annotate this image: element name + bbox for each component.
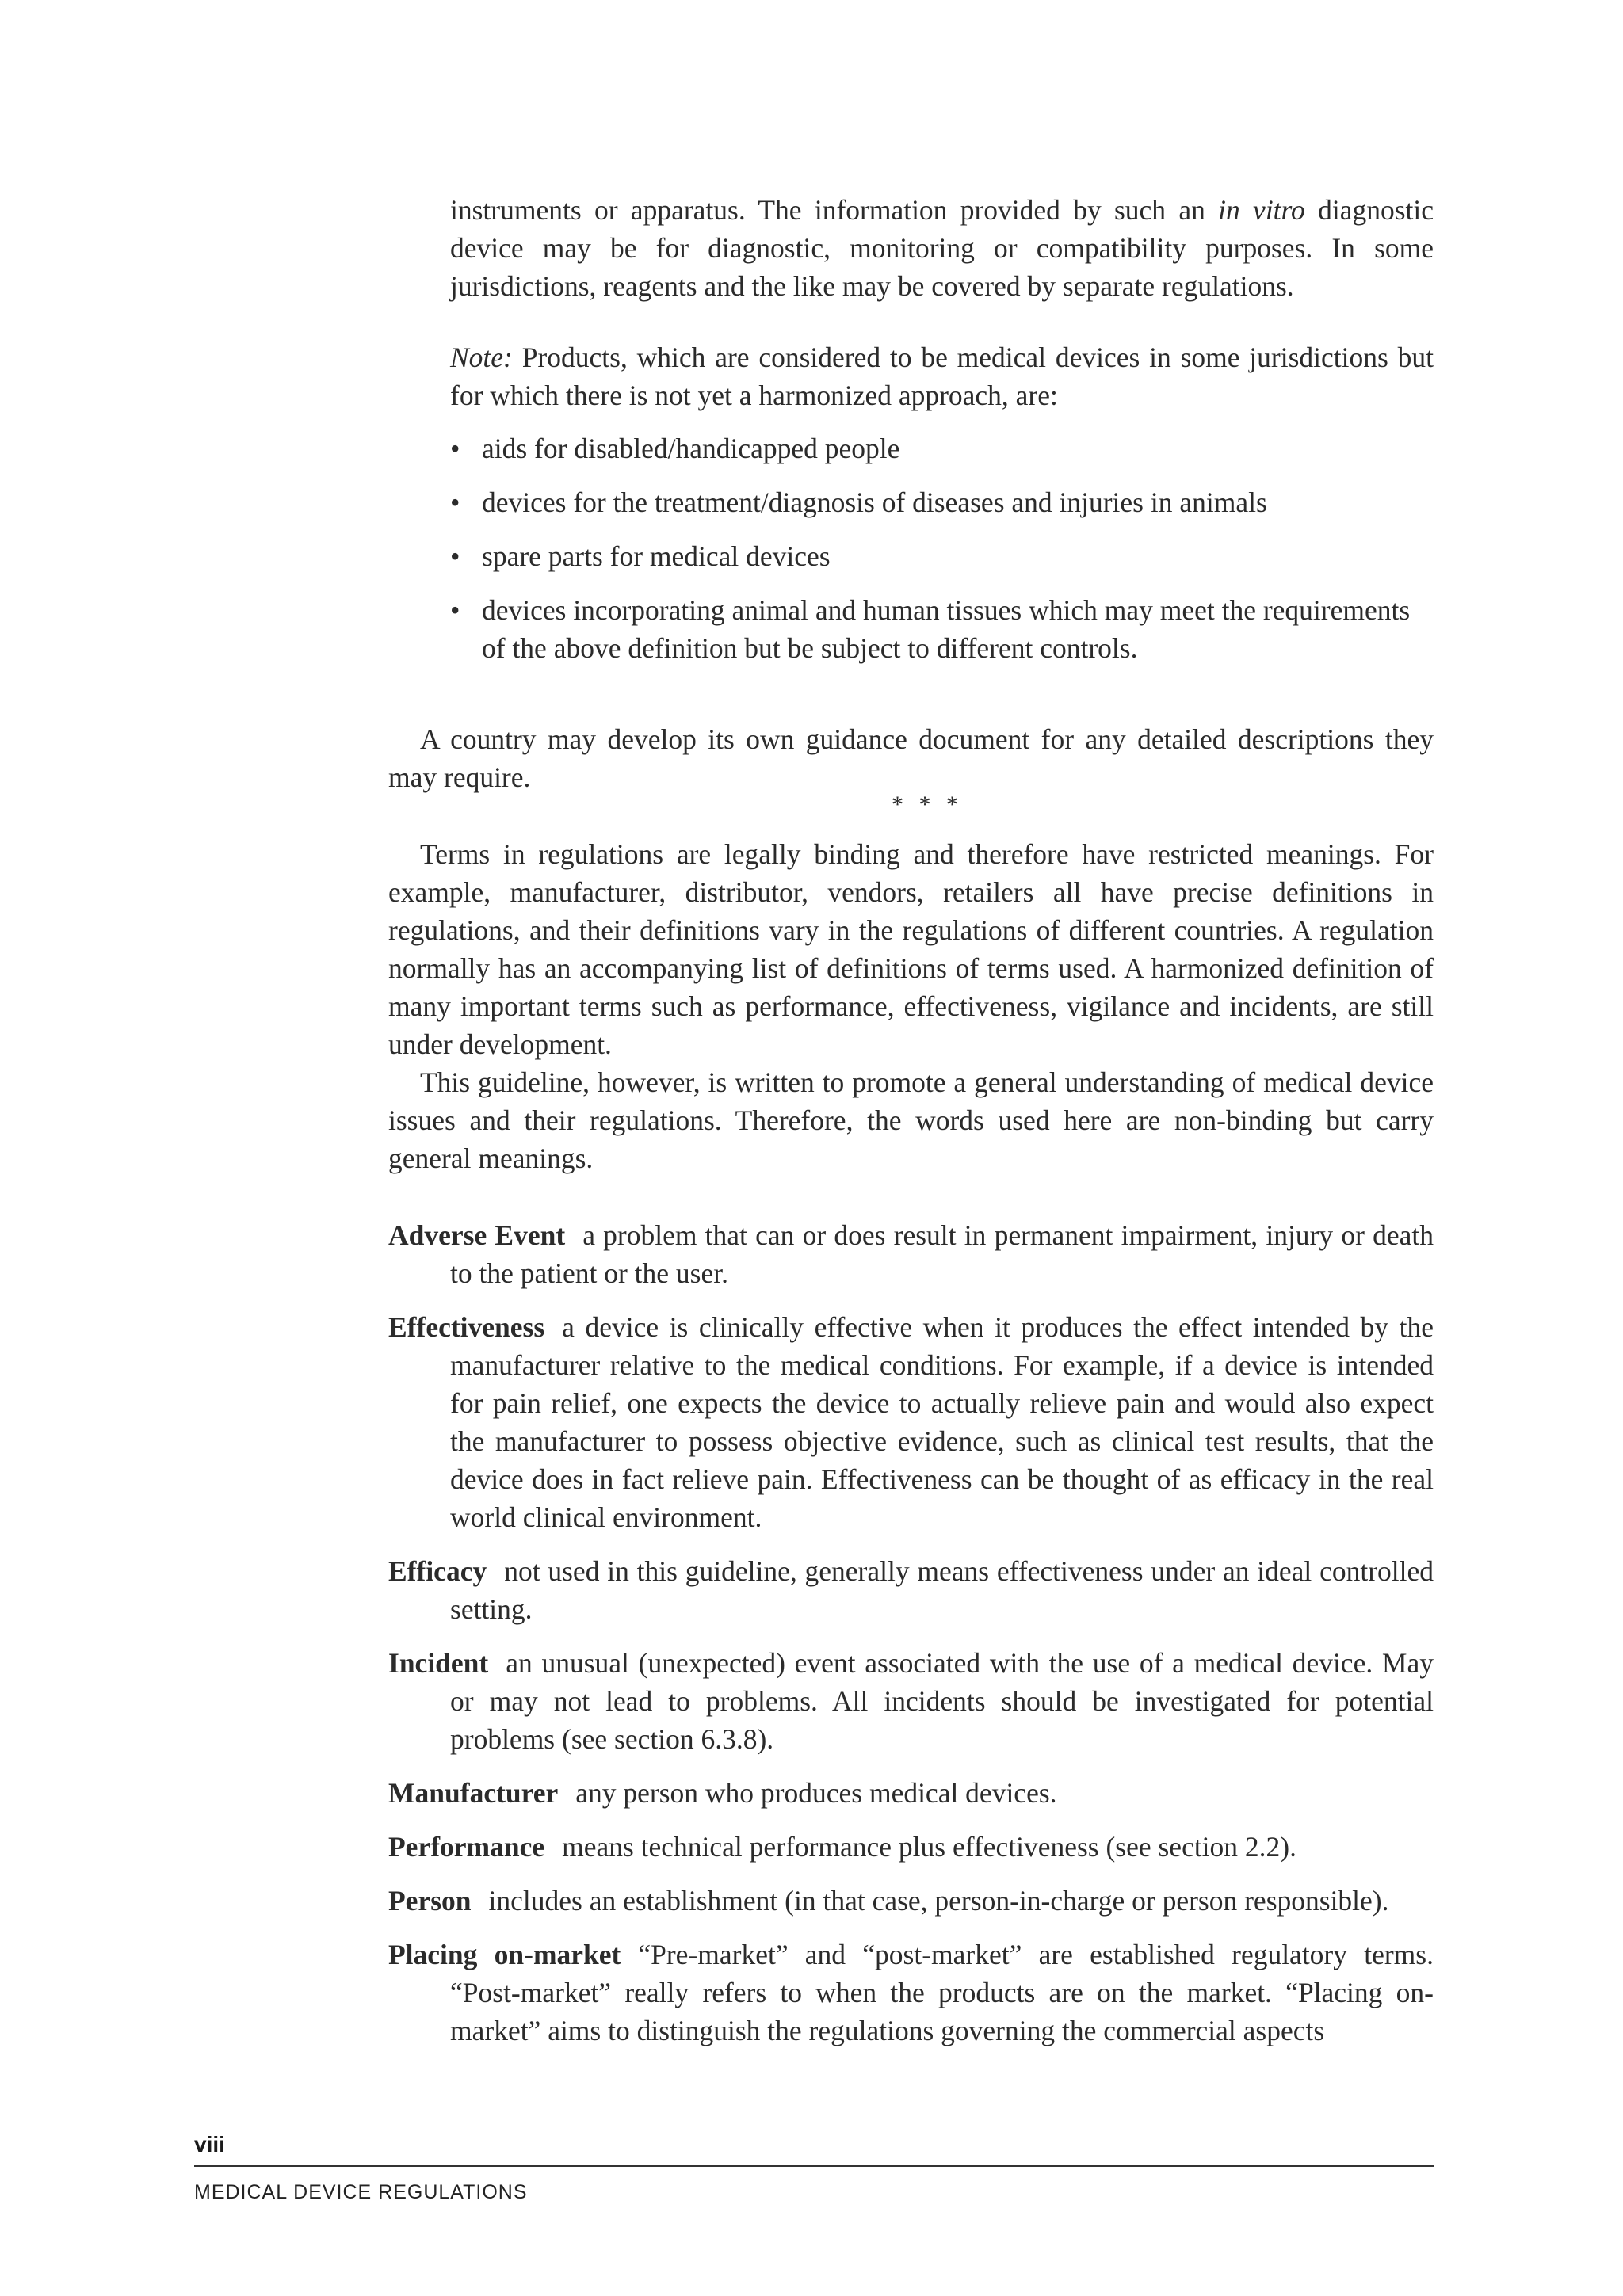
note-bullet-list bbox=[450, 429, 1434, 683]
glossary bbox=[388, 1216, 1434, 2065]
glossary-entry bbox=[388, 1552, 1434, 1628]
glossary-term: Manufacturer bbox=[388, 1777, 559, 1809]
glossary-definition: includes an establishment (in that case, person-in-charge or person responsible). bbox=[488, 1885, 1389, 1917]
glossary-entry bbox=[388, 1644, 1434, 1758]
glossary-term: Efficacy bbox=[388, 1555, 487, 1587]
glossary-definition: an unusual (unexpected) event associated with the use of a medical device. May or may not lead to problems. All incidents should be investigated for potential problems (see section 6.3.8). bbox=[450, 1647, 1434, 1755]
section-separator: * * * bbox=[892, 791, 963, 818]
running-footer-title: MEDICAL DEVICE REGULATIONS bbox=[194, 2181, 528, 2203]
guideline-paragraph: This guideline, however, is written to promote a general understanding of medical device issues and their regulations. Therefore, the words used here are non-binding but carry general meanings. bbox=[388, 1066, 1434, 1174]
note-label: Note: bbox=[450, 341, 513, 373]
glossary-definition: not used in this guideline, generally means effectiveness under an ideal controlled setting. bbox=[450, 1555, 1434, 1625]
bullet-item: • devices incorporating animal and human tissues which may meet the requirements of the above definition but be subject to different controls. bbox=[450, 591, 1434, 667]
glossary-term: Person bbox=[388, 1885, 472, 1917]
glossary-entry bbox=[388, 1774, 1434, 1812]
note-paragraph bbox=[450, 338, 1434, 414]
top-paragraph bbox=[450, 191, 1434, 305]
top-paragraph-text-1: instruments or apparatus. The information provided by such an bbox=[450, 194, 1219, 226]
bullet-item: • spare parts for medical devices bbox=[450, 537, 1434, 575]
note-text: Products, which are considered to be medical devices in some jurisdictions but for which there is not yet a harmonized approach, are: bbox=[450, 341, 1434, 411]
glossary-definition: “Pre-market” and “post-market” are established regulatory terms. “Post-market” really refers to when the products are on the market. “Placing on-market” aims to distinguish the regulations governing the commercial aspects bbox=[450, 1939, 1434, 2046]
country-paragraph: A country may develop its own guidance document for any detailed descriptions they may require. bbox=[388, 723, 1434, 793]
bullet-item: • aids for disabled/handicapped people bbox=[450, 429, 1434, 467]
glossary-entry bbox=[388, 1308, 1434, 1536]
bullet-item: • devices for the treatment/diagnosis of diseases and injuries in animals bbox=[450, 483, 1434, 521]
glossary-entry bbox=[388, 1882, 1434, 1920]
glossary-definition: a problem that can or does result in permanent impairment, injury or death to the patient or the user. bbox=[450, 1219, 1434, 1289]
top-paragraph-text-2: diagnostic device may be for diagnostic, monitoring or compatibility purposes. In some jurisdictions, reagents and the like may be covered by separate regulations. bbox=[450, 194, 1434, 302]
glossary-term: Adverse Event bbox=[388, 1219, 566, 1251]
glossary-definition: means technical performance plus effectiveness (see section 2.2). bbox=[562, 1831, 1296, 1863]
glossary-term: Performance bbox=[388, 1831, 545, 1863]
glossary-definition: a device is clinically effective when it produces the effect intended by the manufacturer relative to the medical conditions. For example, if a device is intended for pain relief, one expects the device to actually relieve pain and would also expect the manufacturer to possess objective evidence, such as clinical test results, that the device does in fact relieve pain. Effectiveness can be thought of as efficacy in the real world clinical environment. bbox=[450, 1311, 1434, 1533]
footer-rule bbox=[194, 2165, 1434, 2167]
glossary-term: Effectiveness bbox=[388, 1311, 545, 1343]
top-paragraph-italic: in vitro bbox=[1218, 194, 1305, 226]
page-number: viii bbox=[194, 2132, 225, 2157]
glossary-term: Incident bbox=[388, 1647, 489, 1679]
glossary-term: Placing on-market bbox=[388, 1939, 621, 1970]
terms-paragraph: Terms in regulations are legally binding and therefore have restricted meanings. For example, manufacturer, distributor, vendors, retailers all have precise definitions in regulations, and their definitions vary in the regulations of different countries. A regulation normally has an accompanying list of definitions of terms used. A harmonized definition of many important terms such as performance, effectiveness, vigilance and incidents, are still under development. bbox=[388, 838, 1434, 1060]
glossary-definition: any person who produces medical devices. bbox=[575, 1777, 1057, 1809]
glossary-entry bbox=[388, 1936, 1434, 2050]
glossary-entry bbox=[388, 1216, 1434, 1292]
glossary-entry bbox=[388, 1828, 1434, 1866]
